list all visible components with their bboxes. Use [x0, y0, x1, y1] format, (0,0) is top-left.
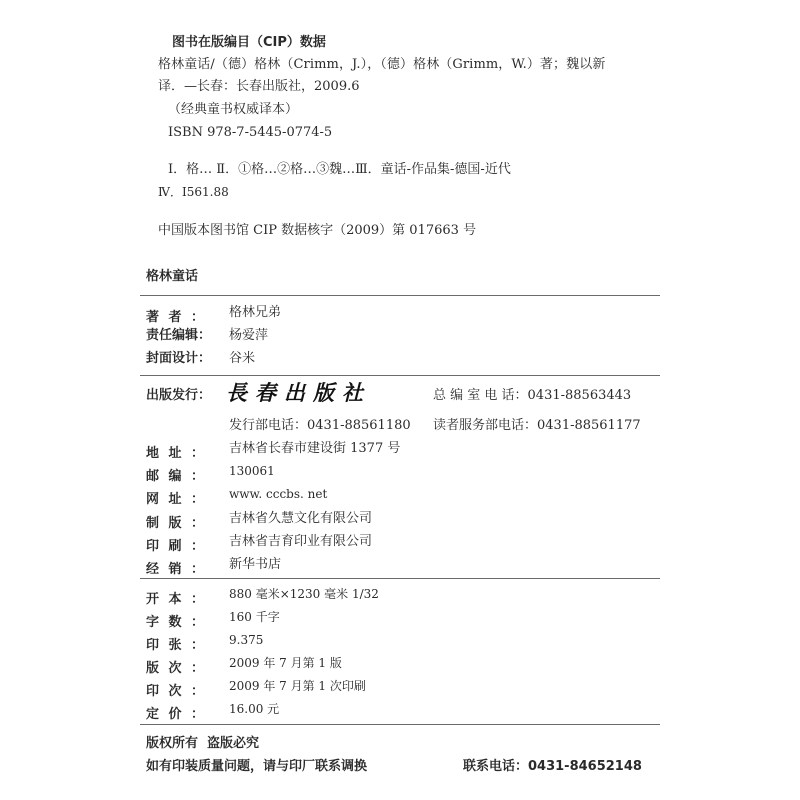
reader-service-phone: 读者服务部电话：0431-88561177 — [433, 418, 641, 433]
contact-phone — [463, 760, 642, 773]
price-label: 定价： — [146, 707, 204, 722]
distributor-value: 新华书店 — [229, 557, 282, 572]
divider — [140, 724, 660, 725]
price-value: 16.00 元 — [229, 702, 280, 716]
printing-run-value: 2009 年 7 月第 1 次印刷 — [229, 679, 366, 693]
cip-classification: Ⅳ．I561.88 — [158, 185, 229, 199]
distributor-label: 经销： — [146, 562, 204, 577]
cip-series: （经典童书权威译本） — [168, 102, 299, 117]
divider — [140, 295, 660, 296]
address-value: 吉林省长春市建设街 1377 号 — [229, 441, 401, 456]
publisher-label: 出版发行： — [146, 388, 212, 403]
cip-record: 中国版本图书馆 CIP 数据核字（2009）第 017663 号 — [158, 223, 477, 238]
word-count-value: 160 千字 — [229, 610, 280, 624]
address-label: 地址： — [146, 446, 204, 461]
website-value: www. cccbs. net — [229, 487, 328, 501]
contact-phone-text: 联系电话：0431-84652148 — [463, 759, 642, 774]
divider — [140, 578, 660, 579]
cip-line-1: 格林童话/（德）格林（Crimm，J.），（德）格林（Grimm，W.）著；魏以新 — [158, 57, 606, 72]
format-label: 开本： — [146, 592, 204, 607]
edition-label: 版次： — [146, 661, 204, 676]
sheets-value: 9.375 — [229, 633, 264, 647]
editorial-office-phone: 总 编 室 电 话：0431-88563443 — [433, 388, 632, 403]
format-value: 880 毫米×1230 毫米 1/32 — [229, 587, 379, 601]
editor-value: 杨爱萍 — [229, 328, 269, 343]
editor-label: 责任编辑： — [146, 328, 212, 343]
cover-design-label: 封面设计： — [146, 351, 212, 366]
postcode-value: 130061 — [229, 464, 275, 478]
divider — [140, 375, 660, 376]
quality-note: 如有印装质量问题，请与印厂联系调换 — [146, 759, 368, 774]
printing-value: 吉林省吉育印业有限公司 — [229, 534, 373, 549]
cip-subjects: Ⅰ．格… Ⅱ．①格…②格…③魏…Ⅲ．童话-作品集-德国-近代 — [168, 162, 511, 177]
printing-label: 印刷： — [146, 539, 204, 554]
cip-heading: 图书在版编目（CIP）数据 — [172, 35, 326, 50]
distribution-phone: 发行部电话：0431-88561180 — [229, 418, 411, 433]
plate-making-label: 制版： — [146, 516, 204, 531]
website-label: 网址： — [146, 492, 204, 507]
word-count-label: 字数： — [146, 615, 204, 630]
book-title: 格林童话 — [146, 269, 199, 284]
postcode-label: 邮编： — [146, 469, 204, 484]
plate-making-value: 吉林省久慧文化有限公司 — [229, 511, 373, 526]
edition-value: 2009 年 7 月第 1 版 — [229, 656, 342, 670]
cover-design-value: 谷米 — [229, 351, 256, 366]
publisher-logo: 長春出版社 — [226, 380, 371, 405]
cip-line-2: 译．—长春：长春出版社，2009.6 — [158, 79, 360, 94]
cip-isbn: ISBN 978-7-5445-0774-5 — [168, 125, 333, 140]
printing-run-label: 印次： — [146, 684, 204, 699]
author-value: 格林兄弟 — [229, 305, 282, 320]
sheets-label: 印张： — [146, 638, 204, 653]
author-label: 著者： — [146, 310, 204, 325]
copyright-notice: 版权所有 盗版必究 — [146, 736, 260, 751]
